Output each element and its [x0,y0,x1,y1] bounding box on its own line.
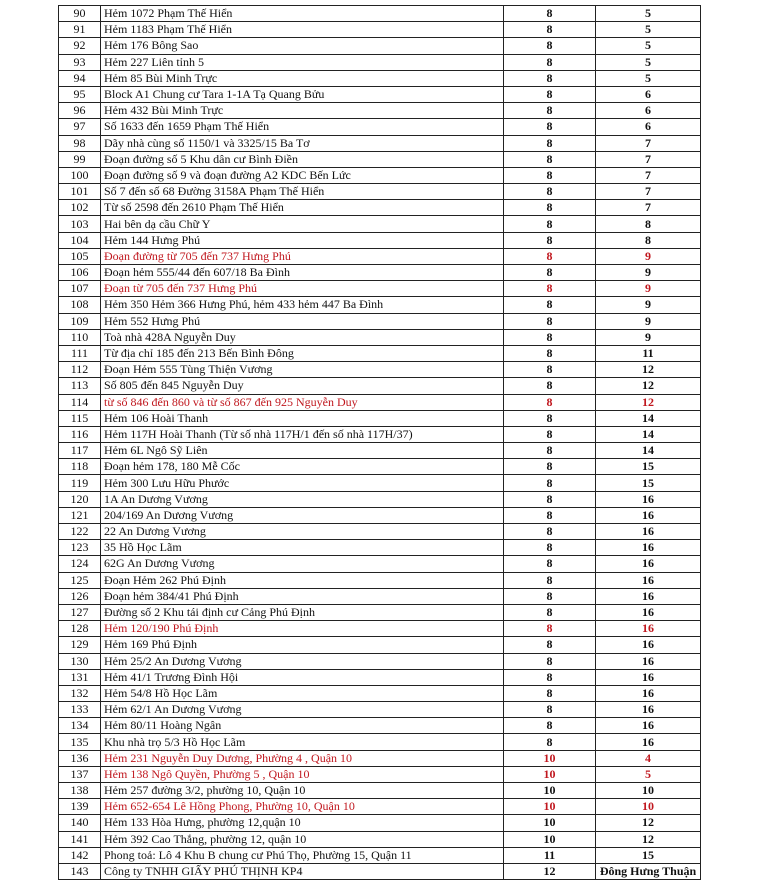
row-number: 134 [59,718,101,734]
value-b: 16 [596,524,701,540]
table-row [59,184,701,200]
row-number: 141 [59,831,101,847]
location-name: Hẻm 652-654 Lê Hồng Phong, Phường 10, Quận 10 [101,799,504,815]
table-row [59,556,701,572]
value-b: 15 [596,459,701,475]
location-name: Hẻm 80/11 Hoàng Ngân [101,718,504,734]
table-row [59,394,701,410]
table-row [59,426,701,442]
row-number: 103 [59,216,101,232]
row-number: 98 [59,135,101,151]
value-a: 8 [504,362,596,378]
value-a: 8 [504,313,596,329]
row-number: 139 [59,799,101,815]
row-number: 94 [59,70,101,86]
value-a: 8 [504,119,596,135]
row-number: 122 [59,524,101,540]
value-a: 8 [504,103,596,119]
row-number: 101 [59,184,101,200]
value-a: 8 [504,394,596,410]
value-a: 8 [504,151,596,167]
value-a: 8 [504,378,596,394]
value-a: 12 [504,863,596,879]
row-number: 130 [59,653,101,669]
location-name: Hẻm 392 Cao Thắng, phường 12, quận 10 [101,831,504,847]
table-row [59,524,701,540]
table-row [59,540,701,556]
location-name: Từ địa chỉ 185 đến 213 Bến Bình Đông [101,345,504,361]
location-name: Hẻm 41/1 Trương Đình Hội [101,669,504,685]
value-a: 8 [504,426,596,442]
table-row [59,734,701,750]
row-number: 133 [59,702,101,718]
value-a: 8 [504,491,596,507]
value-a: 8 [504,443,596,459]
value-a: 8 [504,297,596,313]
value-a: 8 [504,281,596,297]
table-row [59,410,701,426]
row-number: 111 [59,345,101,361]
value-a: 8 [504,475,596,491]
row-number: 105 [59,248,101,264]
table-row [59,459,701,475]
location-name: Hẻm 133 Hòa Hưng, phường 12,quận 10 [101,815,504,831]
value-b: 6 [596,86,701,102]
value-b: 15 [596,475,701,491]
location-name: từ số 846 đến 860 và từ số 867 đến 925 Nguyễn Duy [101,394,504,410]
value-a: 10 [504,783,596,799]
table-row [59,103,701,119]
location-name: Hẻm 106 Hoài Thanh [101,410,504,426]
table-row [59,329,701,345]
table-row [59,70,701,86]
table-row [59,38,701,54]
value-b: 8 [596,216,701,232]
value-a: 8 [504,86,596,102]
row-number: 137 [59,766,101,782]
location-name: 204/169 An Dương Vương [101,507,504,523]
value-b: Đông Hưng Thuận [596,863,701,879]
table-row [59,119,701,135]
value-a: 8 [504,184,596,200]
location-name: Công ty TNHH GIẤY PHÚ THỊNH KP4 [101,863,504,879]
value-a: 10 [504,815,596,831]
row-number: 138 [59,783,101,799]
value-b: 9 [596,248,701,264]
value-b: 16 [596,653,701,669]
value-b: 14 [596,410,701,426]
table-row [59,621,701,637]
value-b: 16 [596,621,701,637]
table-row [59,22,701,38]
table-row [59,313,701,329]
row-number: 114 [59,394,101,410]
table-row [59,799,701,815]
value-a: 8 [504,459,596,475]
value-b: 5 [596,70,701,86]
row-number: 113 [59,378,101,394]
location-name: Đoạn từ 705 đến 737 Hưng Phú [101,281,504,297]
value-b: 9 [596,329,701,345]
location-name: Block A1 Chung cư Tara 1-1A Tạ Quang Bửu [101,86,504,102]
row-number: 107 [59,281,101,297]
value-a: 8 [504,70,596,86]
location-name: Hẻm 227 Liên tỉnh 5 [101,54,504,70]
value-a: 8 [504,329,596,345]
location-name: 22 An Dương Vương [101,524,504,540]
location-name: Hẻm 6L Ngô Sỹ Liên [101,443,504,459]
row-number: 120 [59,491,101,507]
value-a: 8 [504,718,596,734]
row-number: 127 [59,604,101,620]
value-b: 5 [596,6,701,22]
value-a: 8 [504,167,596,183]
table-row [59,491,701,507]
table-row [59,281,701,297]
table-row [59,685,701,701]
table-row [59,200,701,216]
location-name: Hẻm 62/1 An Dương Vương [101,702,504,718]
table-row [59,6,701,22]
location-name: Hẻm 300 Lưu Hữu Phước [101,475,504,491]
table-row [59,718,701,734]
table-row [59,135,701,151]
table-row [59,248,701,264]
location-name: Đoạn hẻm 384/41 Phú Định [101,588,504,604]
value-b: 16 [596,556,701,572]
location-name: Hẻm 432 Bùi Minh Trực [101,103,504,119]
table-row [59,297,701,313]
value-b: 16 [596,507,701,523]
table-row [59,443,701,459]
value-a: 8 [504,200,596,216]
row-number: 90 [59,6,101,22]
value-b: 10 [596,799,701,815]
row-number: 143 [59,863,101,879]
location-name: Đoạn hẻm 178, 180 Mễ Cốc [101,459,504,475]
table-row [59,86,701,102]
value-a: 10 [504,831,596,847]
table-row [59,378,701,394]
row-number: 92 [59,38,101,54]
location-name: Toà nhà 428A Nguyễn Duy [101,329,504,345]
row-number: 108 [59,297,101,313]
table-body [59,6,701,880]
location-name: Từ số 2598 đến 2610 Phạm Thế Hiển [101,200,504,216]
table-row [59,588,701,604]
value-b: 16 [596,491,701,507]
row-number: 142 [59,847,101,863]
value-b: 16 [596,604,701,620]
table-row [59,815,701,831]
table-row [59,750,701,766]
table-row [59,216,701,232]
table-row [59,475,701,491]
location-name: Hẻm 169 Phú Định [101,637,504,653]
row-number: 131 [59,669,101,685]
value-b: 6 [596,119,701,135]
location-name: Đoạn đường từ 705 đến 737 Hưng Phú [101,248,504,264]
location-name: Đoạn Hẻm 555 Tùng Thiện Vương [101,362,504,378]
table-row [59,362,701,378]
table-row [59,604,701,620]
location-name: Khu nhà trọ 5/3 Hồ Học Lãm [101,734,504,750]
row-number: 104 [59,232,101,248]
value-b: 7 [596,135,701,151]
value-a: 10 [504,766,596,782]
location-name: Hẻm 176 Bông Sao [101,38,504,54]
value-a: 11 [504,847,596,863]
value-b: 4 [596,750,701,766]
value-b: 16 [596,734,701,750]
row-number: 115 [59,410,101,426]
value-b: 5 [596,54,701,70]
location-name: Đường số 2 Khu tái định cư Cảng Phú Định [101,604,504,620]
row-number: 109 [59,313,101,329]
value-a: 8 [504,524,596,540]
value-b: 16 [596,540,701,556]
location-name: Hẻm 1072 Phạm Thế Hiển [101,6,504,22]
location-name: 35 Hồ Học Lãm [101,540,504,556]
row-number: 118 [59,459,101,475]
value-a: 8 [504,507,596,523]
value-b: 12 [596,362,701,378]
row-number: 119 [59,475,101,491]
value-a: 8 [504,734,596,750]
row-number: 110 [59,329,101,345]
value-b: 7 [596,200,701,216]
value-b: 6 [596,103,701,119]
value-a: 8 [504,248,596,264]
value-b: 10 [596,783,701,799]
row-number: 91 [59,22,101,38]
value-a: 8 [504,653,596,669]
row-number: 132 [59,685,101,701]
value-b: 14 [596,426,701,442]
row-number: 99 [59,151,101,167]
value-a: 8 [504,621,596,637]
table-row [59,345,701,361]
table-row [59,507,701,523]
value-a: 8 [504,38,596,54]
row-number: 95 [59,86,101,102]
value-b: 8 [596,232,701,248]
value-a: 8 [504,345,596,361]
table-row [59,766,701,782]
location-name: Hẻm 120/190 Phú Định [101,621,504,637]
location-name: Hẻm 54/8 Hồ Học Lãm [101,685,504,701]
table-row [59,167,701,183]
value-b: 12 [596,378,701,394]
value-a: 8 [504,588,596,604]
value-a: 8 [504,572,596,588]
row-number: 102 [59,200,101,216]
location-name: Đoạn đường số 5 Khu dân cư Bình Điền [101,151,504,167]
value-b: 12 [596,831,701,847]
location-name: Số 1633 đến 1659 Phạm Thế Hiển [101,119,504,135]
value-b: 7 [596,167,701,183]
value-b: 12 [596,815,701,831]
location-name: Đoạn hẻm 555/44 đến 607/18 Ba Đình [101,265,504,281]
row-number: 128 [59,621,101,637]
value-a: 8 [504,702,596,718]
row-number: 93 [59,54,101,70]
table-row [59,702,701,718]
value-a: 8 [504,669,596,685]
row-number: 140 [59,815,101,831]
value-a: 8 [504,410,596,426]
row-number: 124 [59,556,101,572]
location-name: Hẻm 1183 Phạm Thế Hiển [101,22,504,38]
row-number: 123 [59,540,101,556]
location-name: Dãy nhà cùng số 1150/1 và 3325/15 Ba Tơ [101,135,504,151]
table-row [59,669,701,685]
value-b: 5 [596,22,701,38]
row-number: 112 [59,362,101,378]
value-b: 16 [596,718,701,734]
value-b: 5 [596,38,701,54]
value-b: 16 [596,572,701,588]
value-b: 16 [596,669,701,685]
location-name: Hẻm 552 Hưng Phú [101,313,504,329]
value-a: 8 [504,54,596,70]
row-number: 129 [59,637,101,653]
value-b: 14 [596,443,701,459]
location-name: Hẻm 138 Ngô Quyền, Phường 5 , Quận 10 [101,766,504,782]
location-name: Số 805 đến 845 Nguyễn Duy [101,378,504,394]
row-number: 100 [59,167,101,183]
row-number: 116 [59,426,101,442]
value-a: 8 [504,685,596,701]
table-row [59,847,701,863]
value-b: 16 [596,702,701,718]
value-b: 11 [596,345,701,361]
value-b: 16 [596,685,701,701]
value-a: 8 [504,265,596,281]
table-row [59,265,701,281]
value-a: 8 [504,637,596,653]
value-b: 7 [596,151,701,167]
value-b: 9 [596,281,701,297]
value-a: 8 [504,556,596,572]
value-b: 9 [596,265,701,281]
value-b: 9 [596,313,701,329]
value-a: 8 [504,6,596,22]
table-row [59,863,701,879]
row-number: 106 [59,265,101,281]
location-name: Số 7 đến số 68 Đường 3158A Phạm Thế Hiển [101,184,504,200]
value-a: 10 [504,799,596,815]
value-a: 10 [504,750,596,766]
table-row [59,831,701,847]
value-a: 8 [504,540,596,556]
location-name: Đoạn Hẻm 262 Phú Định [101,572,504,588]
value-b: 12 [596,394,701,410]
value-a: 8 [504,135,596,151]
row-number: 96 [59,103,101,119]
location-name: Hẻm 231 Nguyễn Duy Dương, Phường 4 , Quận 10 [101,750,504,766]
table-row [59,151,701,167]
location-name: Hẻm 117H Hoài Thanh (Từ số nhà 117H/1 đến số nhà 117H/37) [101,426,504,442]
location-name: Hẻm 144 Hưng Phú [101,232,504,248]
location-name: Hẻm 25/2 An Dương Vương [101,653,504,669]
value-b: 16 [596,637,701,653]
value-a: 8 [504,232,596,248]
row-number: 117 [59,443,101,459]
row-number: 135 [59,734,101,750]
value-b: 5 [596,766,701,782]
location-name: Hẻm 257 đường 3/2, phường 10, Quận 10 [101,783,504,799]
table-row [59,54,701,70]
value-a: 8 [504,216,596,232]
table-row [59,637,701,653]
location-name: Hai bên dạ cầu Chữ Y [101,216,504,232]
value-b: 7 [596,184,701,200]
location-name: 1A An Dương Vương [101,491,504,507]
table-row [59,653,701,669]
table-row [59,783,701,799]
value-a: 8 [504,604,596,620]
location-name: Đoạn đường số 9 và đoạn đường A2 KDC Bến Lức [101,167,504,183]
location-name: Hẻm 350 Hẻm 366 Hưng Phú, hẻm 433 hẻm 447 Ba Đình [101,297,504,313]
row-number: 126 [59,588,101,604]
table-row [59,232,701,248]
lockdown-locations-table [58,5,701,880]
location-name: Phong toả: Lô 4 Khu B chung cư Phú Thọ, Phường 15, Quận 11 [101,847,504,863]
location-name: Hẻm 85 Bùi Minh Trực [101,70,504,86]
row-number: 121 [59,507,101,523]
value-b: 15 [596,847,701,863]
row-number: 125 [59,572,101,588]
value-b: 9 [596,297,701,313]
row-number: 136 [59,750,101,766]
value-b: 16 [596,588,701,604]
row-number: 97 [59,119,101,135]
table-row [59,572,701,588]
value-a: 8 [504,22,596,38]
location-name: 62G An Dương Vương [101,556,504,572]
